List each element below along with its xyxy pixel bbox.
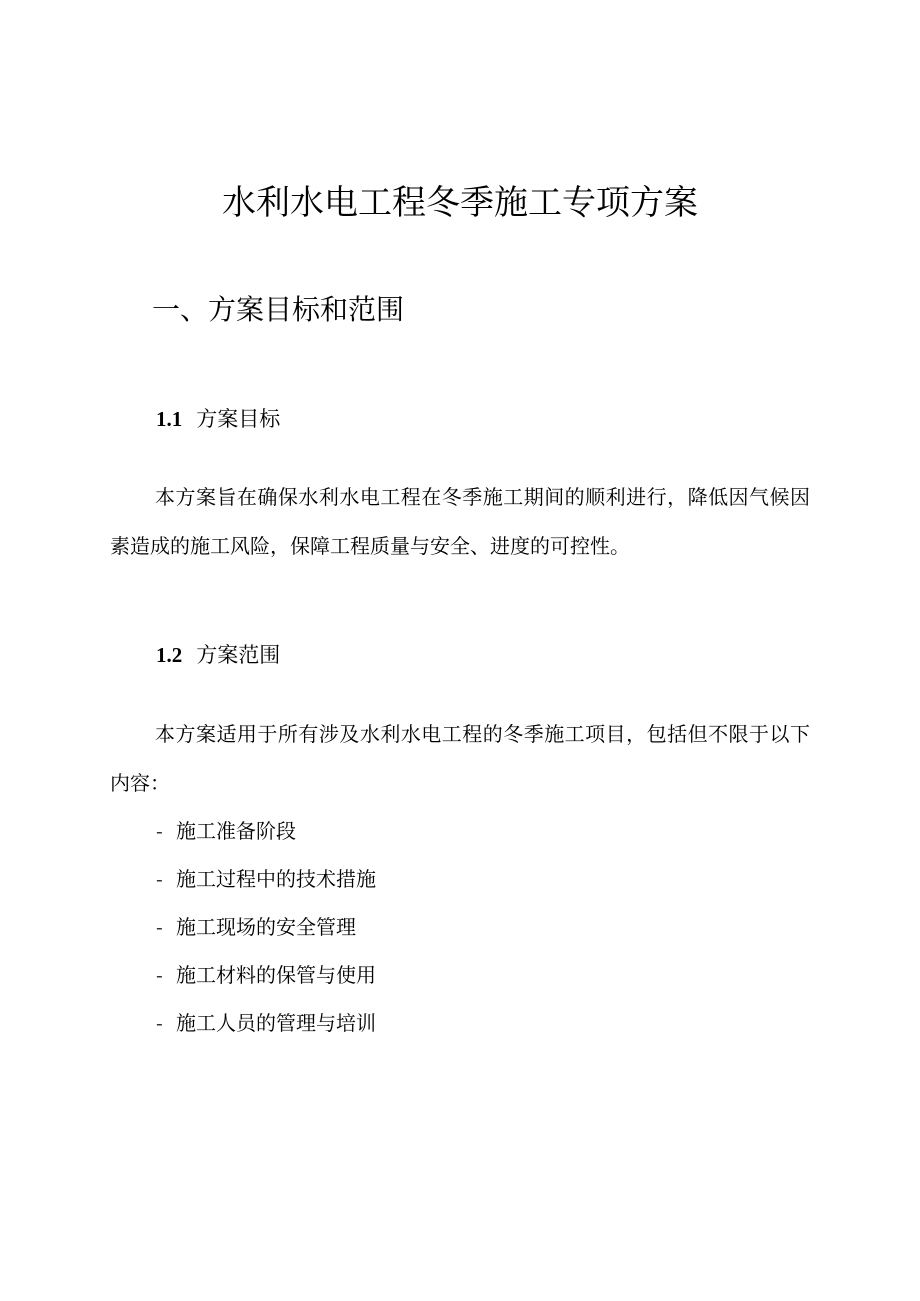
list-item-text: 施工准备阶段 bbox=[176, 819, 296, 843]
bullet-dash: - bbox=[156, 1011, 163, 1035]
subsection-title: 方案目标 bbox=[196, 407, 281, 431]
document-title: 水利水电工程冬季施工专项方案 bbox=[222, 183, 698, 223]
subsection-title: 方案范围 bbox=[196, 643, 281, 667]
subsection-number: 1.1 bbox=[156, 407, 183, 431]
list-item bbox=[156, 951, 376, 999]
list-item bbox=[156, 855, 376, 903]
bullet-dash: - bbox=[156, 915, 163, 939]
bullet-dash: - bbox=[156, 963, 163, 987]
subsection-number: 1.2 bbox=[156, 643, 183, 667]
bullet-dash: - bbox=[156, 867, 163, 891]
list-item bbox=[156, 807, 376, 855]
list-item bbox=[156, 999, 376, 1047]
scope-list bbox=[156, 807, 376, 1047]
list-item bbox=[156, 903, 376, 951]
objective-paragraph: 本方案旨在确保水利水电工程在冬季施工期间的顺利进行，降低因气候因素造成的施工风险，保障工程质量与安全、进度的可控性。 bbox=[110, 485, 810, 558]
list-item-text: 施工人员的管理与培训 bbox=[176, 1011, 376, 1035]
subsection-heading-1-1 bbox=[156, 402, 280, 436]
list-item-text: 施工现场的安全管理 bbox=[176, 915, 356, 939]
subsection-heading-1-2 bbox=[156, 638, 280, 672]
list-item-text: 施工材料的保管与使用 bbox=[176, 963, 376, 987]
section-heading-1: 一、方案目标和范围 bbox=[152, 293, 405, 326]
list-item-text: 施工过程中的技术措施 bbox=[176, 867, 376, 891]
bullet-dash: - bbox=[156, 819, 163, 843]
scope-paragraph: 本方案适用于所有涉及水利水电工程的冬季施工项目，包括但不限于以下内容： bbox=[110, 722, 810, 795]
